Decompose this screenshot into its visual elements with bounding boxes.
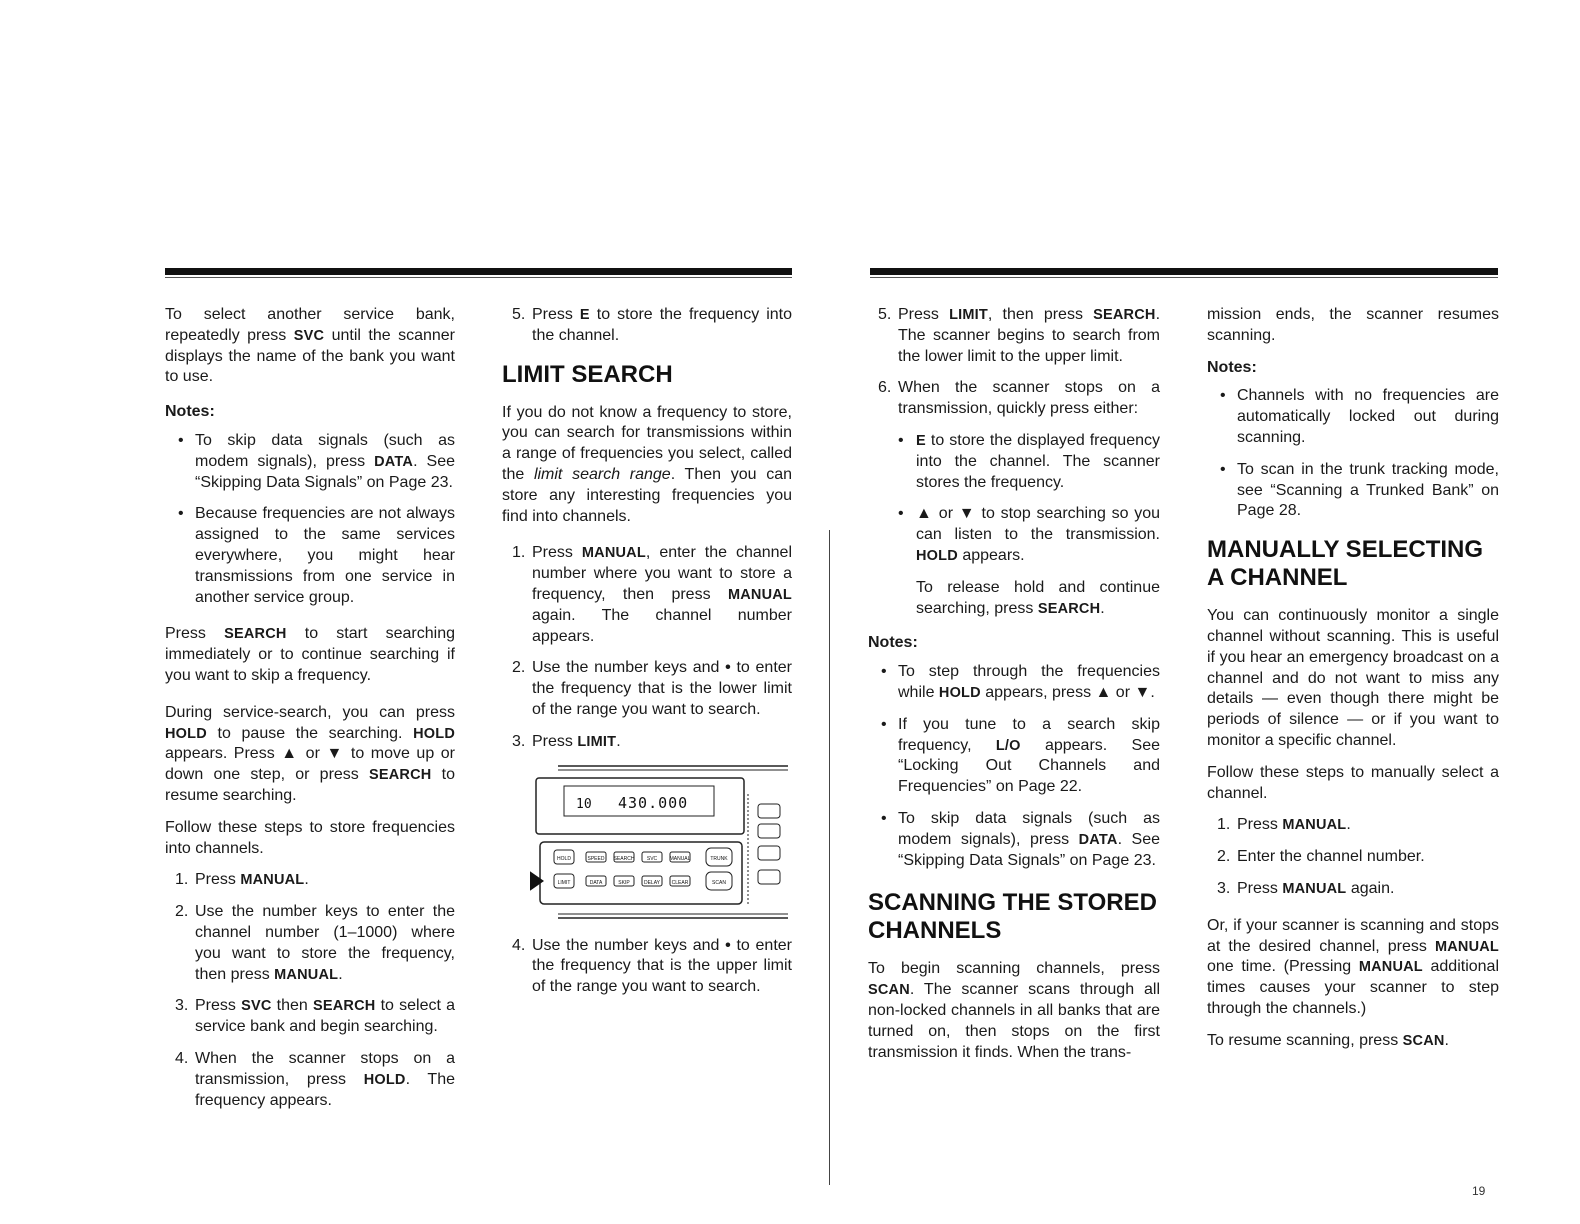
list-item: • If you tune to a search skip frequency, L/O appears. See “Locking Out Channels and Frequencies” on Page 22. (868, 715, 1160, 798)
list-item: 1. Press MANUAL. (1217, 816, 1351, 834)
column-4 (1207, 305, 1499, 1063)
steps-list (868, 305, 1160, 420)
notes-label: Notes: (1207, 358, 1257, 376)
top-rule-right (870, 268, 1498, 275)
list-item: 1. Press MANUAL, enter the channel number where you want to store a frequency, then press MANUAL again. The channel number appears. (512, 544, 793, 645)
key-hold: HOLD (557, 855, 571, 862)
list-item: 5. Press E to store the frequency into the channel. (512, 306, 792, 344)
key-limit: LIMIT (557, 879, 571, 886)
list-item: 3. Press SVC then SEARCH to select a service bank and begin searching. (175, 997, 456, 1036)
key-scan: SCAN (712, 879, 726, 886)
key-trunk: TRUNK (710, 855, 728, 862)
scanner-panel-illustration (530, 764, 788, 922)
list-item: 4. When the scanner stops on a transmission, press HOLD. The frequency appears. (175, 1049, 456, 1109)
list-item: • To skip data signals (such as modem signals), press DATA. See “Skipping Data Signals” on Page 23. (868, 809, 1160, 871)
list-item: • Channels with no frequencies are automatically locked out during scanning. (1207, 386, 1499, 448)
top-rule-left (165, 268, 792, 275)
key-delay: DELAY (643, 879, 661, 886)
key-search: SEARCH (613, 855, 635, 862)
intro-paragraph: To begin scanning channels, press SCAN. The scanner scans through all non-locked channels in all banks that are turned on, then stops on the first transmission it finds. When the trans- (868, 960, 1160, 1061)
notes-list (868, 662, 1160, 871)
list-item: 2. Use the number keys to enter the channel number (1–1000) where you want to store the frequency, then press MANUAL. (175, 903, 455, 983)
key-skip: SKIP (618, 879, 630, 886)
list-item: • To step through the frequencies while HOLD appears, press ▲ or ▼. (868, 662, 1160, 704)
key-svc: SVC (646, 855, 658, 862)
notes-label: Notes: (868, 634, 918, 652)
release-paragraph: To release hold and continue searching, press SEARCH. (916, 578, 1160, 617)
list-item: 3. Press MANUAL again. (1217, 879, 1395, 897)
notes-list (165, 431, 455, 608)
page-number: 19 (1472, 1184, 1486, 1198)
list-item: 1. Press MANUAL. (175, 871, 309, 889)
or-paragraph: Or, if your scanner is scanning and stops at the desired channel, press MANUAL one time. (Pressing MANUAL additional times causes your scanner to step through the channels.) (1207, 916, 1500, 1017)
key-data: DATA (589, 879, 603, 886)
list-item: 6. When the scanner stops on a transmission, quickly press either: (878, 379, 1160, 418)
key-manual: MANUAL (669, 855, 691, 862)
steps-list (165, 870, 455, 1111)
sub-options-list (868, 431, 1160, 567)
column-1 (165, 305, 455, 1122)
section-heading: MANUALLY SELECTING A CHANNEL (1207, 536, 1484, 592)
list-item: 2. Enter the channel number. (1217, 848, 1425, 866)
display-frequency: 430.000 (618, 793, 689, 812)
hold-paragraph: During service-search, you can press HOLD to pause the searching. HOLD appears. Press ▲ or ▼ to move up or down one step, or press SEARCH to resume searching. (165, 703, 455, 804)
list-item: • To scan in the trunk tracking mode, see “Scanning a Trunked Bank” on Page 28. (1207, 460, 1499, 522)
intro-paragraph: To select another service bank, repeatedly press SVC until the scanner displays the name of the bank you want to use. (165, 306, 455, 386)
search-paragraph: Press SEARCH to start searching immediately or to continue searching if you want to skip a frequency. (165, 625, 456, 684)
key-clear: CLEAR (671, 879, 689, 886)
column-3 (868, 305, 1160, 1074)
steps-list (1207, 815, 1499, 899)
arrow-pointer-icon (530, 867, 544, 895)
resume-paragraph: To resume scanning, press SCAN. (1207, 1031, 1449, 1049)
display-bank: 10 (576, 796, 592, 812)
list-item: • To skip data signals (such as modem signals), press DATA. See “Skipping Data Signals” on Page 23. (165, 431, 455, 493)
list-item: 4. Use the number keys and • to enter the frequency that is the upper limit of the range you want to search. (512, 936, 793, 996)
section-heading: SCANNING THE STORED CHANNELS (868, 889, 1157, 945)
follow-paragraph: Follow these steps to manually select a channel. (1207, 763, 1499, 802)
steps-list (502, 543, 792, 752)
scanner-panel-drawing (530, 764, 788, 922)
list-item: • Because frequencies are not always assigned to the same services everywhere, you might hear transmissions from one service in another service group. (165, 504, 455, 608)
intro-paragraph: If you do not know a frequency to store, you can search for transmissions within a range of frequencies you select, called the limit search range. Then you can store any interesting frequencies you find into channels. (502, 403, 792, 525)
list-item: • ▲ or ▼ to stop searching so you can listen to the transmission. HOLD appears. (868, 504, 1160, 566)
key-speed: SPEED (587, 855, 605, 862)
steps-list (502, 936, 792, 998)
notes-label: Notes: (165, 403, 215, 421)
steps-list (502, 305, 792, 347)
column-2 (502, 305, 792, 1009)
intro-paragraph: You can continuously monitor a single channel without scanning. This is useful if you hear an emergency broadcast on a channel and do not want to miss any details — even though there might be periods of silence — or if you want to monitor a specific channel. (1207, 607, 1499, 749)
notes-list (1207, 386, 1499, 522)
continued-paragraph: mission ends, the scanner resumes scanning. (1207, 306, 1499, 344)
list-item: 2. Use the number keys and • to enter the frequency that is the lower limit of the range you want to search. (512, 659, 793, 718)
list-item: 3. Press LIMIT. (512, 732, 621, 750)
section-heading: LIMIT SEARCH (502, 360, 673, 388)
page-gutter-divider (829, 530, 830, 1185)
follow-paragraph: Follow these steps to store frequencies into channels. (165, 818, 455, 857)
list-item: 5. Press LIMIT, then press SEARCH. The scanner begins to search from the lower limit to the upper limit. (878, 306, 1161, 365)
list-item: • E to store the displayed frequency into the channel. The scanner stores the frequency. (868, 431, 1160, 493)
